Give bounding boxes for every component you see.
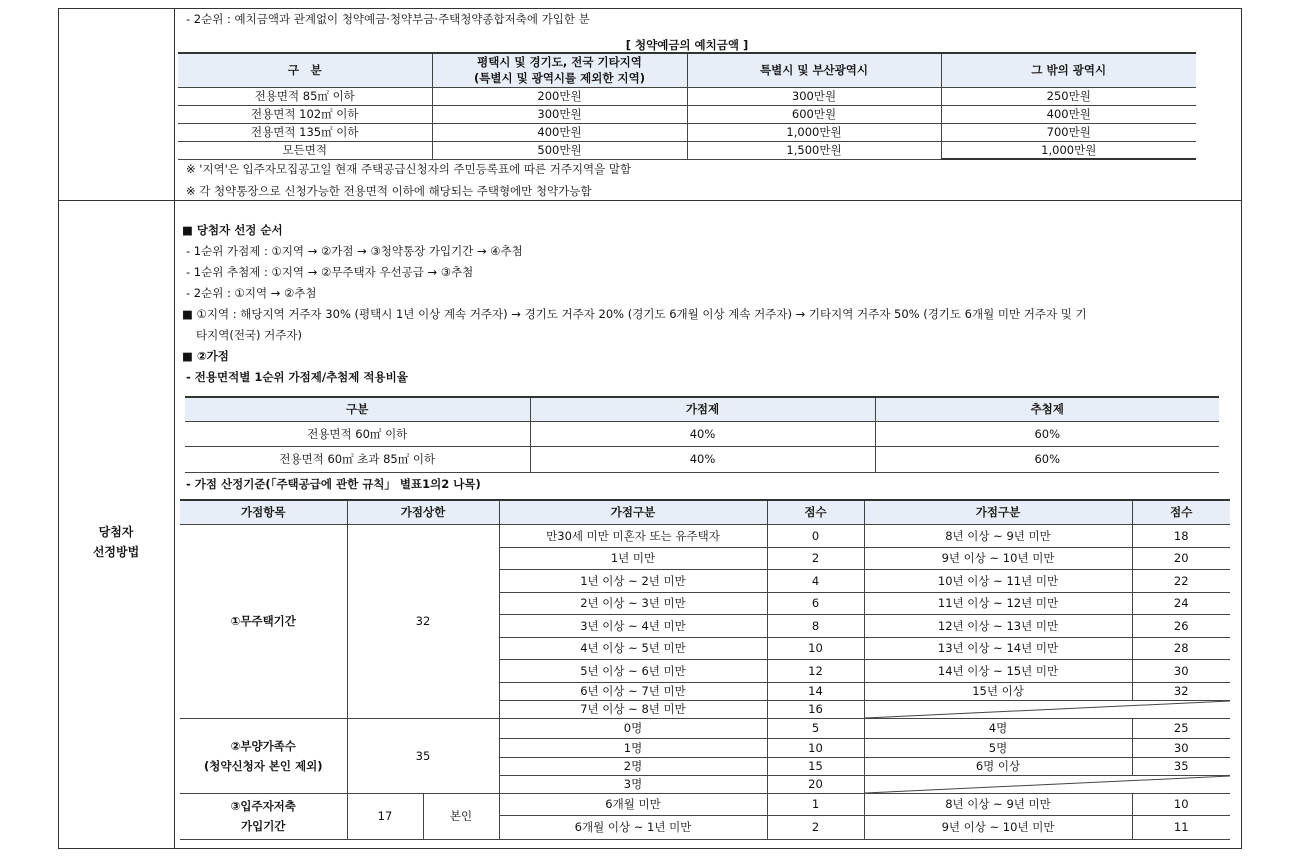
table-row: 전용면적 102㎡ 이하 300만원 600만원 400만원 [178, 105, 1196, 123]
region-rule-line-2: 타지역(전국) 거주자) [196, 328, 302, 342]
group-no-house-period: ①무주택기간 [180, 524, 347, 718]
region-rule-line-1: ■ ①지역 : 해당지역 거주자 30% (평택시 1년 이상 계속 거주자) → 경기도 거주자 20% (경기도 6개월 이상 계속 거주자) → 기타지역 거주자 50% (경기도 6개월 미만 거주자 및 기 [182, 307, 1087, 321]
empty-diagonal-cell [864, 775, 1230, 793]
table-row: 2명 15 6명 이상 35 [180, 757, 1230, 775]
group-savings-sub: 본인 [423, 793, 499, 839]
deposit-header-region: 평택시 및 경기도, 전국 기타지역 (특별시 및 광역시를 제외한 지역) [432, 53, 687, 87]
row-divider [58, 200, 1242, 201]
score-table [180, 499, 1230, 840]
table-row: 3년 이상 ~ 4년 미만 8 12년 이상 ~ 13년 미만 26 [180, 614, 1230, 637]
deposit-header-other: 그 밖의 광역시 [941, 53, 1196, 87]
score-header-row: 가점항목 가점상한 가점구분 점수 가점구분 점수 [180, 500, 1230, 524]
rank2-text: - 2순위 : 예치금액과 관계없이 청약예금·청약부금·주택청약종합저축에 가입한 분 [186, 12, 590, 26]
gajeom-heading: ■ ②가점 [182, 349, 229, 363]
group-savings-max: 17 [347, 793, 423, 839]
table-row: 4년 이상 ~ 5년 미만 10 13년 이상 ~ 14년 미만 28 [180, 637, 1230, 659]
deposit-header-category: 구 분 [178, 53, 432, 87]
group-savings-period: ③입주자저축 가입기간 [180, 793, 347, 839]
note-account: ※ 각 청약통장으로 신청가능한 전용면적 이하에 해당되는 주택형에만 청약가능함 [186, 184, 592, 198]
score-heading: - 가점 산정기준(「주택공급에 관한 규칙」 별표1의2 나목) [186, 477, 481, 491]
group-dependents: ②부양가족수 (청약신청자 본인 제외) [180, 718, 347, 793]
order-line-2: - 1순위 추첨제 : ①지역 → ②무주택자 우선공급 → ③추첨 [186, 265, 474, 279]
deposit-table-title: [ 청약예금의 예치금액 ] [625, 38, 749, 52]
table-row: ①무주택기간 32 만30세 미만 미혼자 또는 유주택자 0 8년 이상 ~ 9년 미만 18 [180, 524, 1230, 547]
note-region: ※ '지역'은 입주자모집공고일 현재 주택공급신청자의 주민등록표에 따른 거주지역을 말함 [186, 162, 632, 176]
table-row: ③입주자저축 가입기간 17 본인 6개월 미만 1 8년 이상 ~ 9년 미만 10 [180, 793, 1230, 815]
empty-diagonal-cell [864, 700, 1230, 718]
table-row: 모든면적 500만원 1,500만원 1,000만원 [178, 141, 1196, 159]
column-divider [174, 8, 175, 849]
table-row: 2년 이상 ~ 3년 미만 6 11년 이상 ~ 12년 미만 24 [180, 592, 1230, 614]
diagonal-line [865, 776, 1231, 793]
table-row: 6개월 이상 ~ 1년 미만 2 9년 이상 ~ 10년 미만 11 [180, 815, 1230, 839]
table-row: 1년 이상 ~ 2년 미만 4 10년 이상 ~ 11년 미만 22 [180, 569, 1230, 592]
table-row: 6년 이상 ~ 7년 미만 14 15년 이상 32 [180, 682, 1230, 700]
ratio-header-row: 구분 가점제 추첨제 [185, 397, 1219, 421]
deposit-header-row [178, 53, 1196, 87]
table-row: 전용면적 60㎡ 이하 40% 60% [185, 421, 1219, 446]
order-line-3: - 2순위 : ①지역 → ②추첨 [186, 286, 317, 300]
table-row: 1년 미만 2 9년 이상 ~ 10년 미만 20 [180, 547, 1230, 569]
table-row: 5년 이상 ~ 6년 미만 12 14년 이상 ~ 15년 미만 30 [180, 659, 1230, 682]
group-dependents-max: 35 [347, 718, 499, 793]
ratio-table [185, 396, 1219, 473]
table-row: 3명 20 [180, 775, 1230, 793]
group-no-house-max: 32 [347, 524, 499, 718]
ratio-heading: - 전용면적별 1순위 가점제/추첨제 적용비율 [186, 370, 408, 384]
section-label-winner-selection: 당첨자 선정방법 [92, 525, 140, 559]
table-row: 전용면적 85㎡ 이하 200만원 300만원 250만원 [178, 87, 1196, 105]
order-heading: ■ 당첨자 선정 순서 [182, 223, 283, 237]
table-row: 7년 이상 ~ 8년 미만 16 [180, 700, 1230, 718]
table-row: 전용면적 135㎡ 이하 400만원 1,000만원 700만원 [178, 123, 1196, 141]
deposit-table [178, 52, 1196, 160]
deposit-header-special: 특별시 및 부산광역시 [687, 53, 941, 87]
table-row: ②부양가족수 (청약신청자 본인 제외) 35 0명 5 4명 25 [180, 718, 1230, 738]
order-line-1: - 1순위 가점제 : ①지역 → ②가점 → ③청약통장 가입기간 → ④추첨 [186, 244, 523, 258]
table-row: 전용면적 60㎡ 초과 85㎡ 이하 40% 60% [185, 446, 1219, 472]
diagonal-line [865, 701, 1231, 718]
table-row: 1명 10 5명 30 [180, 738, 1230, 757]
